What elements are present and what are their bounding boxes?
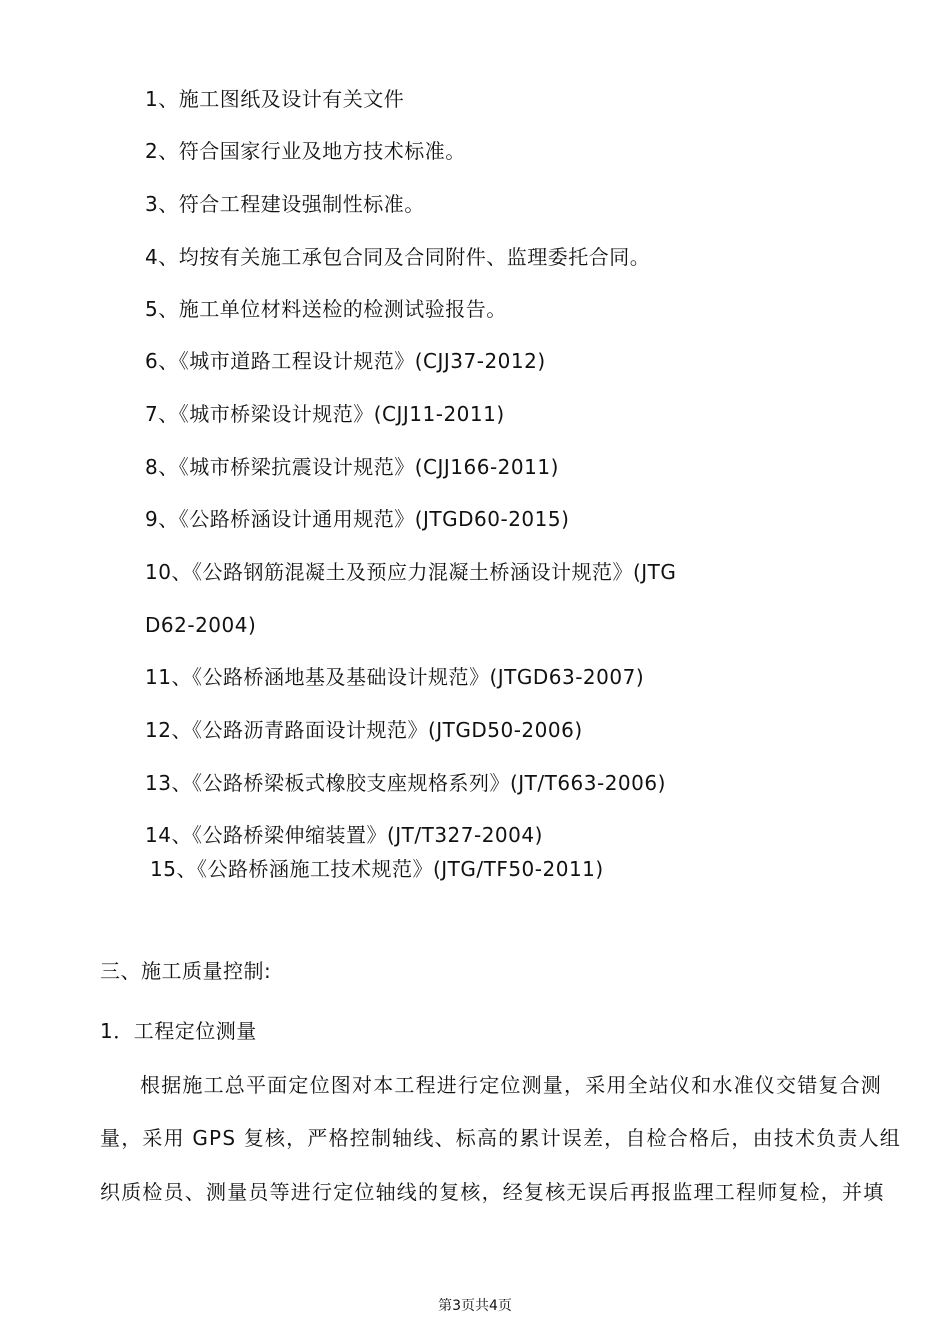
reference-item-9: 9、《公路桥涵设计通用规范》(JTGD60-2015) (145, 507, 570, 531)
reference-item-6: 6、《城市道路工程设计规范》(CJJ37-2012) (145, 349, 546, 373)
reference-item-11: 11、《公路桥涵地基及基础设计规范》(JTGD63-2007) (145, 665, 645, 689)
reference-item-4: 4、均按有关施工承包合同及合同附件、监理委托合同。 (145, 245, 651, 269)
paragraph-line-1: 根据施工总平面定位图对本工程进行定位测量，采用全站仪和水准仪交错复合测 (140, 1073, 882, 1097)
subsection-heading: 1．工程定位测量 (100, 1019, 257, 1043)
reference-item-1: 1、施工图纸及设计有关文件 (145, 87, 405, 111)
paragraph-line-2: 量，采用 GPS 复核，严格控制轴线、标高的累计误差，自检合格后，由技术负责人组 (100, 1126, 901, 1150)
reference-item-15: 15、《公路桥涵施工技术规范》(JTG/TF50-2011) (150, 857, 604, 881)
reference-item-14: 14、《公路桥梁伸缩装置》(JT/T327-2004) (145, 823, 543, 847)
reference-item-8: 8、《城市桥梁抗震设计规范》(CJJ166-2011) (145, 455, 559, 479)
reference-item-5: 5、施工单位材料送检的检测试验报告。 (145, 297, 507, 321)
reference-item-13: 13、《公路桥梁板式橡胶支座规格系列》(JT/T663-2006) (145, 771, 666, 795)
reference-item-10: 10、《公路钢筋混凝土及预应力混凝土桥涵设计规范》(JTG (145, 560, 677, 584)
paragraph-line-3: 织质检员、测量员等进行定位轴线的复核，经复核无误后再报监理工程师复检，并填 (100, 1180, 885, 1204)
reference-item-10-continued: D62-2004) (145, 613, 257, 637)
reference-item-3: 3、符合工程建设强制性标准。 (145, 192, 425, 216)
reference-item-7: 7、《城市桥梁设计规范》(CJJ11-2011) (145, 402, 505, 426)
reference-item-12: 12、《公路沥青路面设计规范》(JTGD50-2006) (145, 718, 583, 742)
reference-item-2: 2、符合国家行业及地方技术标准。 (145, 139, 466, 163)
page-footer: 第3页共4页 (438, 1298, 512, 1314)
section-heading: 三、施工质量控制: (100, 959, 272, 983)
